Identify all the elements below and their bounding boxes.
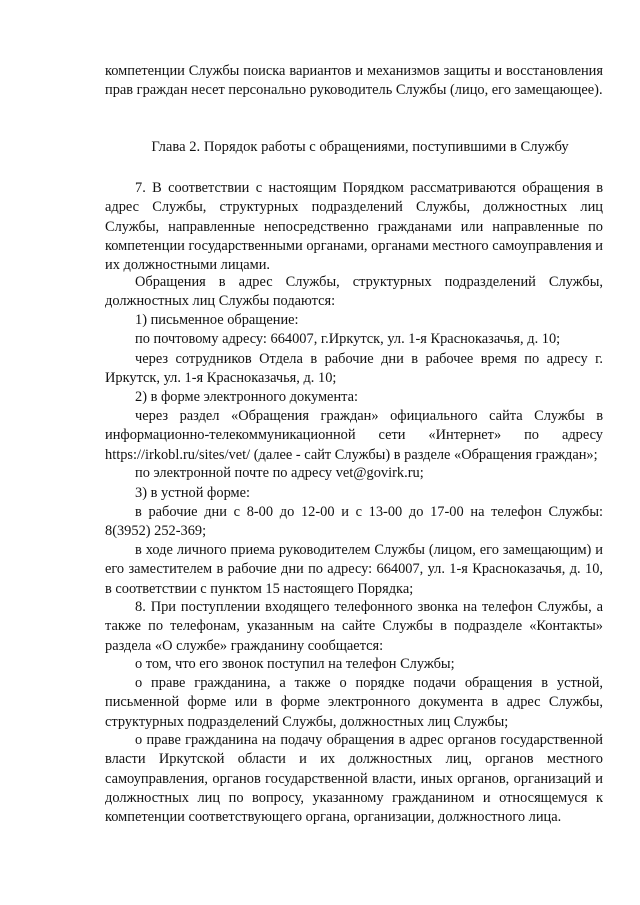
- paragraph-phone-hours: в рабочие дни с 8-00 до 12-00 и с 13-00 до 17-00 на телефон Службы: 8(3952) 252-369;: [105, 504, 603, 540]
- paragraph-continuation: компетенции Службы поиска вариантов и механизмов защиты и восстановления прав граждан несет персонально руководитель Службы (лицо, его замещающее).: [105, 63, 603, 99]
- chapter-heading: Глава 2. Порядок работы с обращениями, поступившими в Службу: [151, 139, 569, 155]
- paragraph-electronic-heading: 2) в форме электронного документа:: [135, 389, 358, 405]
- paragraph-via-department: через сотрудников Отдела в рабочие дни в рабочее время по адресу г. Иркутск, ул. 1-я Красноказачья, д. 10;: [105, 351, 603, 387]
- paragraph-item-7: 7. В соответствии с настоящим Порядком рассматриваются обращения в адрес Службы, структурных подразделений Службы, должностных лиц Службы, направленные непосредственно гражданами или направленные по компетенции государственными органами, органами местного самоуправления и их должностными лицами.: [105, 180, 603, 274]
- paragraph-email: по электронной почте по адресу vet@govirk.ru;: [135, 465, 424, 481]
- paragraph-item-8: 8. При поступлении входящего телефонного звонка на телефон Службы, а также по телефонам, указанным на сайте Службы в подразделе «Контакты» раздела «О службе» гражданину сообщается:: [105, 599, 603, 654]
- paragraph-submission-intro: Обращения в адрес Службы, структурных подразделений Службы, должностных лиц Службы подаются:: [105, 274, 603, 310]
- paragraph-postal-address: по почтовому адресу: 664007, г.Иркутск, ул. 1-я Красноказачья, д. 10;: [135, 331, 561, 347]
- paragraph-written-heading: 1) письменное обращение:: [135, 312, 299, 328]
- paragraph-oral-heading: 3) в устной форме:: [135, 485, 251, 501]
- paragraph-personal-reception: в ходе личного приема руководителем Службы (лицом, его замещающим) и его заместителем в рабочие дни по адресу: 664007, ул. 1-я Красноказачья, д. 10, в соответствии с пунктом 15 настоящего Порядка;: [105, 542, 603, 597]
- paragraph-right-other-bodies: о праве гражданина на подачу обращения в адрес органов государственной власти Иркутской области и их должностных лиц, органов местного самоуправления, органов государственной власти, иных органов, организаций и должностных лиц по вопросу, указанному гражданином и относящемуся к компетенции соответствующего органа, организации, должностного лица.: [105, 732, 603, 826]
- paragraph-website-section: через раздел «Обращения граждан» официального сайта Службы в информационно-телекоммуникационной сети «Интернет» по адресу https://irkobl.ru/sites/vet/ (далее - сайт Службы) в разделе «Обращения граждан»;: [105, 408, 603, 463]
- paragraph-right-to-submit: о праве гражданина, а также о порядке подачи обращения в устной, письменной форме или в форме электронного документа в адрес Службы, структурных подразделений Службы, должностных лиц Службы;: [105, 675, 603, 730]
- paragraph-call-received: о том, что его звонок поступил на телефон Службы;: [135, 656, 455, 672]
